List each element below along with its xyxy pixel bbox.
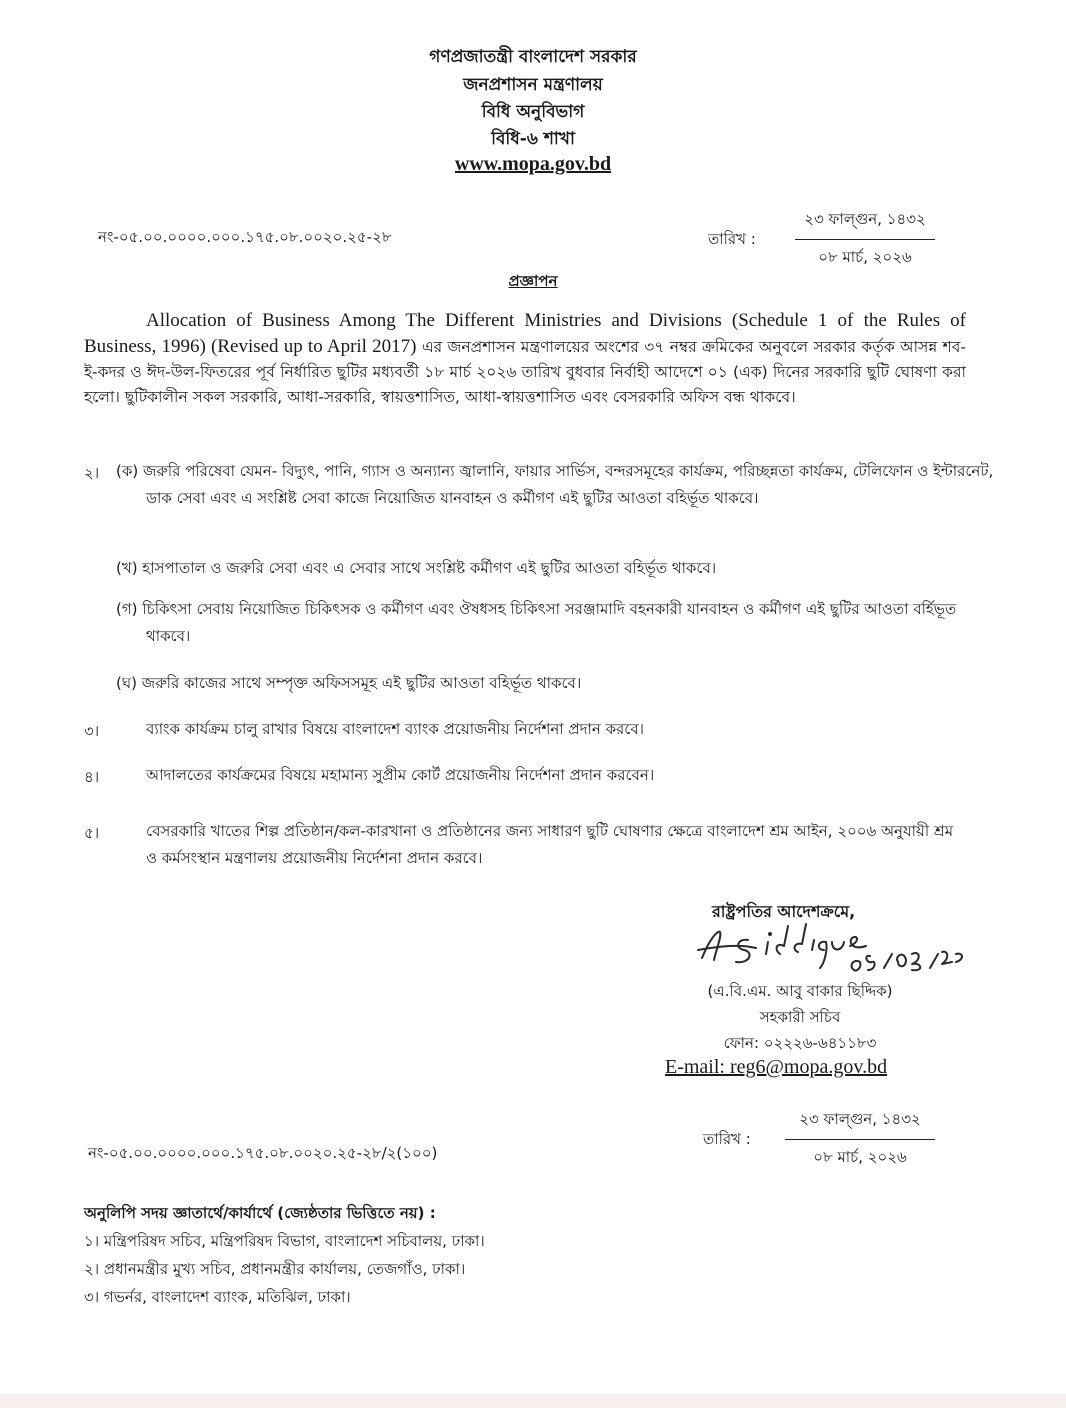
item-3-text: ব্যাংক কার্যক্রম চালু রাখার বিষয়ে বাংলাদেশ ব্যাংক প্রয়োজনীয় নির্দেশনা প্রদান করবে। [146,720,645,738]
signatory-email-wrap [665,1056,887,1079]
intro-bengali: এর জনপ্রশাসন মন্ত্রণালয়ের অংশের ৩৭ নম্বর ক্রমিকের অনুবলে সরকার কর্তৃক আসন্ন শব-ই-কদর ও ঈদ-উল-ফিতরের পূর্ব নির্ধারিত ছুটির মধ্যবর্তী ১৮ মার্চ ২০২৬ তারিখ বুধবার নির্বাহী আদেশে ০১ (এক) দিনের সরকারি ছুটি ঘোষণা করা হলো। ছুটিকালীন সকল সরকারি, আধা-সরকারি, স্বায়ত্তশাসিত, আধা-স্বায়ত্তশাসিত এবং বেসরকারি অফিস বন্ধ থাকবে। [84,338,966,406]
item-2-number: ২। [84,464,100,482]
copy-date-divider [785,1139,935,1140]
website-link[interactable]: www.mopa.gov.bd [454,153,612,175]
intro-paragraph [84,308,966,410]
header-section: বিধি-৬ শাখা [491,129,575,149]
header-ministry: জনপ্রশাসন মন্ত্রণালয় [463,75,603,95]
presidential-order: রাষ্ট্রপতির আদেশক্রমে, [712,902,856,921]
notice-title-wrap [0,270,1066,295]
page-bottom-edge [0,1394,1066,1408]
item-4-text: আদালতের কার্যক্রমের বিষয়ে মহামান্য সুপ্রীম কোর্ট প্রয়োজনীয় নির্দেশনা প্রদান করবেন। [146,766,655,784]
signatory-designation: সহকারী সচিব [759,1008,841,1026]
cc-item: ২। প্রধানমন্ত্রীর মুখ্য সচিব, প্রধানমন্ত্রীর কার্যালয়, তেজগাঁও, ঢাকা। [84,1260,466,1278]
item-2-gha: (ঘ) জরুরি কাজের সাথে সম্পৃক্ত অফিসসমূহ এই ছুটির আওতা বহির্ভূত থাকবে। [116,674,582,692]
item-4-number: ৪। [84,768,100,786]
header-division: বিধি অনুবিভাগ [481,102,585,122]
item-2-ga: (গ) চিকিৎসা সেবায় নিয়োজিত চিকিৎসক ও কর্মীগণ এবং ঔষধসহ চিকিৎসা সরঞ্জামাদি বহনকারী যানবাহন ও কর্মীগণ এই ছুটির আওতা বর্হিভূত থাকবে। [116,600,957,645]
memo-number: নং-০৫.০০.০০০০.০০০.১৭৫.০৮.০০২০.২৫-২৮ [98,228,392,246]
copy-date-bengali: ২৩ ফাল্গুন, ১৪৩২ [799,1110,921,1128]
header-website-wrap [0,153,1066,176]
item-5-text: বেসরকারি খাতের শিল্প প্রতিষ্ঠান/কল-কারখানা ও প্রতিষ্ঠানের জন্য সাধারণ ছুটি ঘোষণার ক্ষেত্রে বাংলাদেশ শ্রম আইন, ২০০৬ অনুযায়ী শ্রম ও কর্মসংস্থান মন্ত্রণালয় প্রয়োজনীয় নির্দেশনা প্রদান করবে। [146,822,954,867]
date-bengali: ২৩ ফাল্গুন, ১৪৩২ [804,210,926,228]
item-3-number: ৩। [84,722,100,740]
copy-date-gregorian: ০৮ মার্চ, ২০২৬ [813,1148,907,1166]
intro-english-2: the Rules of Business, 1996) (Revised up to April 2017) [84,310,966,357]
copy-date-label: তারিখ : [703,1130,751,1148]
cc-title: অনুলিপি সদয় জ্ঞাতার্থে/কার্যার্থে (জ্যেষ্ঠতার ভিত্তিতে নয়) : [84,1204,436,1222]
copy-memo-date [785,1108,935,1171]
item-2-kha: (খ) হাসপাতাল ও জরুরি সেবা এবং এ সেবার সাথে সংশ্লিষ্ট কর্মীগণ এই ছুটির আওতা বহির্ভূত থাকবে। [116,559,717,577]
cc-item: ১। মন্ত্রিপরিষদ সচিব, মন্ত্রিপরিষদ বিভাগ, বাংলাদেশ সচিবালয়, ঢাকা। [84,1232,485,1250]
item-5-number: ৫। [84,824,100,842]
copy-memo-number: নং-০৫.০০.০০০০.০০০.১৭৫.০৮.০০২০.২৫-২৮/২(১০০) [88,1144,438,1162]
signatory-email[interactable]: E-mail: reg6@mopa.gov.bd [665,1056,888,1078]
item-2-ka: (ক) জরুরি পরিষেবা যেমন- বিদ্যুৎ, পানি, গ্যাস ও অন্যান্য জ্বালানি, ফায়ার সার্ভিস, বন্দরসমূহের কার্যক্রম, পরিচ্ছন্নতা কার্যক্রম, টেলিফোন ও ইন্টারনেট, ডাক সেবা এবং এ সংশ্লিষ্ট সেবা কাজে নিয়োজিত যানবাহন ও কর্মীগণ এই ছুটির আওতা বহির্ভূত থাকবে। [116,462,994,507]
signatory-name: (এ.বি.এম. আবু বাকার ছিদ্দিক) [707,982,893,1000]
intro-english-1: Allocation of Business Among The Different Ministries and Divisions (Schedule 1 of [146,310,854,331]
notice-title: প্রজ্ঞাপন [508,272,558,290]
date-gregorian: ০৮ মার্চ, ২০২৬ [818,248,912,266]
date-divider [795,239,935,240]
cc-item: ৩। গভর্নর, বাংলাদেশ ব্যাংক, মতিঝিল, ঢাকা। [84,1288,351,1306]
signatory-phone: ফোন: ০২২২৬-৬৪১১৮৩ [723,1034,877,1052]
memo-date [795,208,935,271]
date-label: তারিখ : [708,230,756,248]
header-government: গণপ্রজাতন্ত্রী বাংলাদেশ সরকার [429,47,637,67]
